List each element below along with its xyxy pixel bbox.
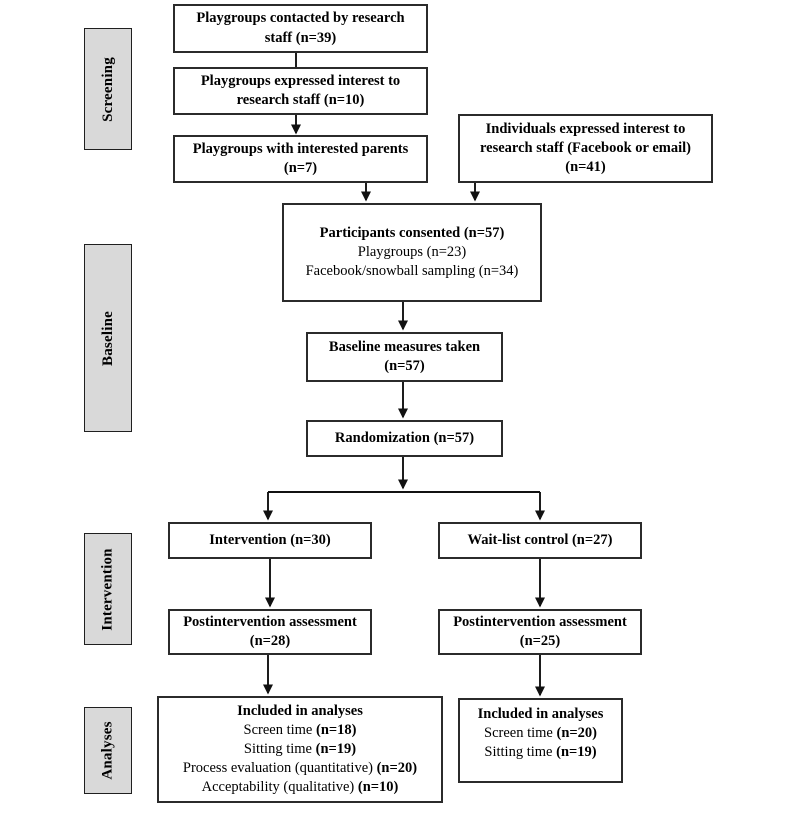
stage-label-text: Baseline [99,310,116,366]
node-title: Included in analyses [237,702,363,719]
stage-label-text: Analyses [99,721,116,780]
node-text: staff (n=39) [264,29,337,46]
stage-label-screening [84,28,132,150]
stage-label-text: Screening [99,56,116,122]
node-text: (n=57) [384,358,425,374]
stage-label-intervention [84,533,132,645]
node-text: Sitting time (n=19) [243,740,357,757]
node-text: Intervention (n=30) [209,531,331,548]
node-text: (n=7) [283,160,318,176]
node-text: Wait-list control (n=27) [467,531,613,548]
node-text: Sitting time (n=19) [484,744,597,761]
node-waitlist-control-arm [438,522,642,559]
node-text: Playgroups expressed interest to [200,72,401,89]
node-included-analyses-intervention [157,696,443,803]
node-text: Postintervention assessment [453,613,627,630]
node-playgroups-expressed-interest [173,67,428,115]
node-postintervention-control [438,609,642,655]
stage-label-text: Intervention [99,547,116,631]
node-text: Process evaluation (quantitative) (n=20) [182,760,418,777]
node-text: Postintervention assessment [183,613,357,630]
node-text: research staff (n=10) [236,92,365,108]
node-text: Playgroups (n=23) [357,243,467,260]
node-text: Randomization (n=57) [334,429,475,446]
node-randomization [306,420,503,457]
node-playgroups-contacted [173,4,428,53]
node-participants-consented [282,203,542,302]
stage-label-baseline [84,244,132,432]
node-individuals-expressed-interest [458,114,713,183]
node-baseline-measures [306,332,503,382]
node-text: Facebook/snowball sampling (n=34) [305,263,519,280]
node-text: Acceptability (qualitative) (n=10) [201,779,399,796]
node-text: (n=41) [565,159,606,176]
node-text: Screen time (n=18) [243,721,357,738]
node-text: (n=25) [519,633,561,649]
node-intervention-arm [168,522,372,559]
node-text: Baseline measures taken [328,338,481,355]
node-title: Included in analyses [477,706,604,722]
node-text: Playgroups with interested parents [192,140,409,157]
node-included-analyses-control [458,698,623,783]
node-text: (n=28) [249,633,291,649]
node-text: Individuals expressed interest to [485,120,686,137]
node-text: research staff (Facebook or email) [479,139,691,156]
node-text: Screen time (n=20) [484,725,597,742]
node-title: Participants consented (n=57) [319,224,505,241]
node-postintervention-intervention [168,609,372,655]
stage-label-analyses [84,707,132,794]
node-text: Playgroups contacted by research [196,10,405,27]
node-playgroups-interested-parents [173,135,428,183]
